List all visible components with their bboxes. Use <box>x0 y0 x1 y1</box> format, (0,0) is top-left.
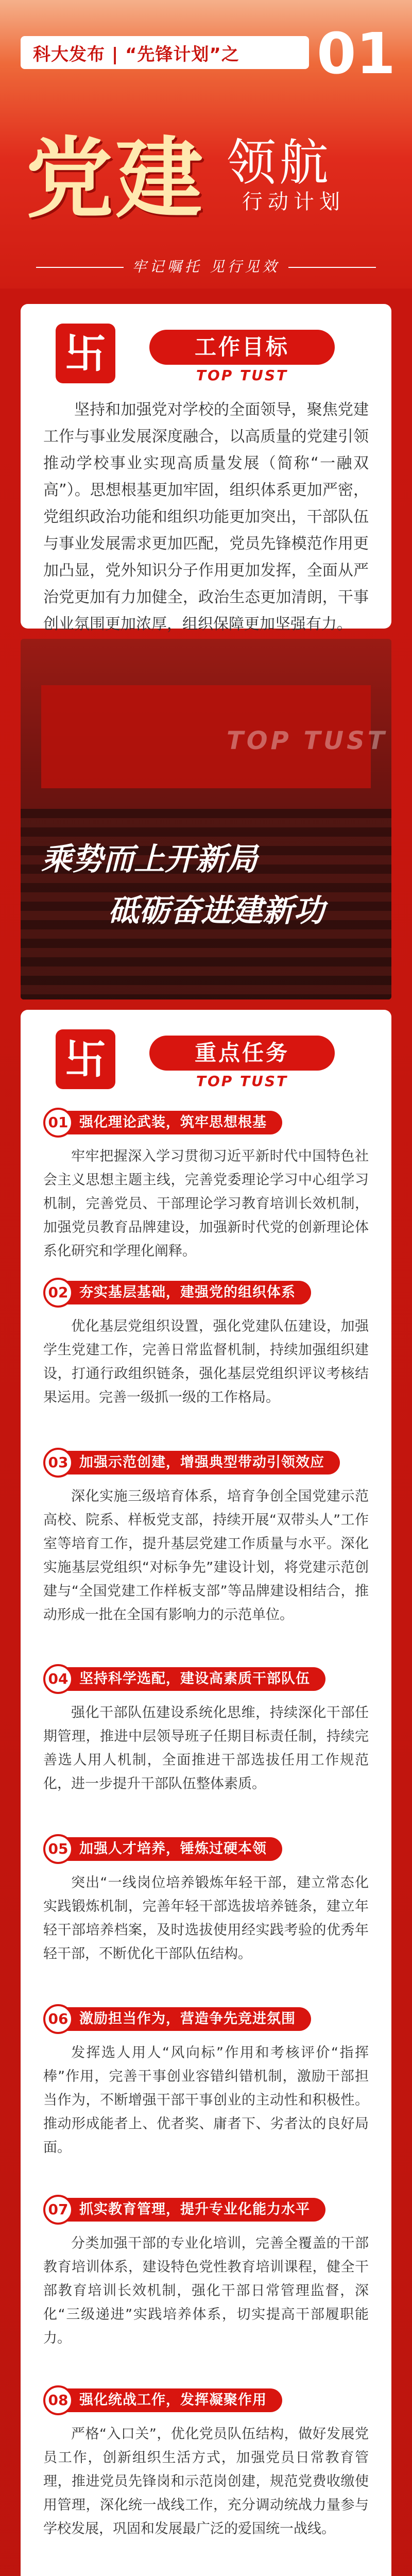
calligraphy-line-2: 砥砺奋进建新功 <box>108 893 324 929</box>
task-item <box>43 1664 369 1796</box>
task-label: 加强人才培养，锤炼过硬本领 <box>66 1837 282 1861</box>
task-item <box>43 2004 369 2160</box>
section-header <box>31 1020 381 1097</box>
section-header <box>31 314 381 392</box>
task-number: 01 <box>43 1108 73 1138</box>
task-number: 02 <box>43 1278 73 1308</box>
task-item <box>43 1108 369 1263</box>
task-number: 03 <box>43 1448 73 1478</box>
task-item <box>43 1834 369 1966</box>
task-label: 夯实基层基础，建强党的组织体系 <box>66 1281 311 1304</box>
task-number: 04 <box>43 1664 73 1694</box>
section-title-en: TOP TUST <box>196 367 288 384</box>
section-title: 重点任务 <box>149 1036 335 1071</box>
divider <box>36 267 124 268</box>
task-number: 08 <box>43 2385 73 2415</box>
task-label: 激励担当作为，营造争先竞进氛围 <box>66 2007 311 2031</box>
publication-bar <box>21 36 309 69</box>
task-body: 发挥选人用人“风向标”作用和考核评价“指挥棒”作用，完善干事创业容错纠错机制，激励干部担当作为，不断增强干部干事创业的主动性和积极性。推动形成能者上、优者奖、庸者下、劣者汰的良好局面。 <box>43 2045 369 2156</box>
task-item <box>43 1448 369 1627</box>
task-body: 分类加强干部的专业化培训，完善全覆盖的干部教育培训体系，建设特色党性教育培训课程，健全干部教育培训长效机制，强化干部日常管理监督，深化“三级递进”实践培养体系，切实提高干部履职能力。 <box>43 2235 369 2346</box>
issue-number: 01 <box>317 21 396 87</box>
task-body: 强化干部队伍建设系统化思维，持续深化干部任期管理，推进中层领导班子任期目标责任制，持续完善选人用人机制，全面推进干部选拔任用工作规范化，进一步提升干部队伍整体素质。 <box>43 1705 369 1792</box>
task-body: 深化实施三级培育体系，培育争创全国党建示范高校、院系、样板党支部，持续开展“双带头人”工作室等培育工作，提升基层党建工作质量与水平。深化实施基层党组织“对标争先”建设计划，将党建示范创建与“全国党建工作样板支部”等品牌建设相结合，推动形成一批在全国有影响力的示范单位。 <box>43 1488 369 1623</box>
logo-sub-text: 领航 <box>227 134 332 192</box>
task-label: 坚持科学选配，建设高素质干部队伍 <box>66 1667 325 1691</box>
party-emblem-icon: 卐 <box>56 1029 115 1089</box>
header-slogan <box>0 252 412 281</box>
tasks-card <box>21 1010 391 2576</box>
party-emblem-icon: 卐 <box>56 324 115 383</box>
task-number: 06 <box>43 2004 73 2034</box>
task-body: 牢牢把握深入学习贯彻习近平新时代中国特色社会主义思想主题主线，完善党委理论学习中心组学习机制，完善党员、干部理论学习教育培训长效机制，加强党员教育品牌建设，加强新时代党的创新理论体系化研究和学理化阐释。 <box>43 1148 369 1259</box>
slogan-text: 牢记嘱托 见行见效 <box>132 258 280 275</box>
publication-title: 科大发布 | “先锋计划”之 <box>33 44 239 65</box>
photo-watermark: TOP TUST <box>227 726 388 755</box>
logo-subtitle: 行动计划 <box>242 190 345 214</box>
calligraphy-line-1: 乘势而上开新局 <box>41 841 258 877</box>
task-body: 严格“入口关”，优化党员队伍结构，做好发展党员工作，创新组织生活方式，加强党员日常教育管理，推进党员先锋岗和示范岗创建，规范党费收缴使用管理，深化统一战线工作，充分调动统战力量参与学校发展，巩固和发展最广泛的爱国统一战线。 <box>43 2426 369 2537</box>
section-title: 工作目标 <box>149 330 335 365</box>
task-item <box>43 2195 369 2350</box>
task-label: 抓实教育管理，提升专业化能力水平 <box>66 2198 325 2222</box>
task-number: 05 <box>43 1834 73 1864</box>
section-title-en: TOP TUST <box>196 1073 288 1090</box>
task-item <box>43 1278 369 1410</box>
task-label: 强化统战工作，发挥凝聚作用 <box>66 2388 282 2412</box>
goal-card <box>21 304 391 633</box>
meeting-photo <box>21 639 391 999</box>
divider <box>288 267 376 268</box>
goal-body: 坚持和加强党对学校的全面领导，聚焦党建工作与事业发展深度融合，以高质量的党建引领推动学校事业实现高质量发展（简称“一融双高”）。思想根基更加牢固，组织体系更加严密，党组织政治功能和组织功能更加突出，干部队伍与事业发展需求更加匹配，党员先锋模范作用更加凸显，党外知识分子作用更加发挥，全面从严治党更加有力加健全，政治生态更加清朗，干事创业氛围更加浓厚，组织保障更加坚强有力。 <box>43 401 369 633</box>
logo-main-text: 党建 <box>26 127 205 230</box>
header-banner <box>0 0 412 289</box>
task-item <box>43 2385 369 2541</box>
task-label: 加强示范创建，增强典型带动引领效应 <box>66 1451 340 1475</box>
task-body: 突出“一线岗位培养锻炼年轻干部，建立常态化实践锻炼机制，完善年轻干部选拔培养链条，建立年轻干部培养档案，及时选拔使用经实践考验的优秀年轻干部，不断优化干部队伍结构。 <box>43 1875 369 1962</box>
task-number: 07 <box>43 2195 73 2225</box>
task-body: 优化基层党组织设置，强化党建队伍建设，加强学生党建工作，完善日常监督机制，持续加强组织建设，打通行政组织链条，强化基层党组织评议考核结果运用。完善一级抓一级的工作格局。 <box>43 1318 369 1405</box>
task-label: 强化理论武装，筑牢思想根基 <box>66 1111 282 1134</box>
